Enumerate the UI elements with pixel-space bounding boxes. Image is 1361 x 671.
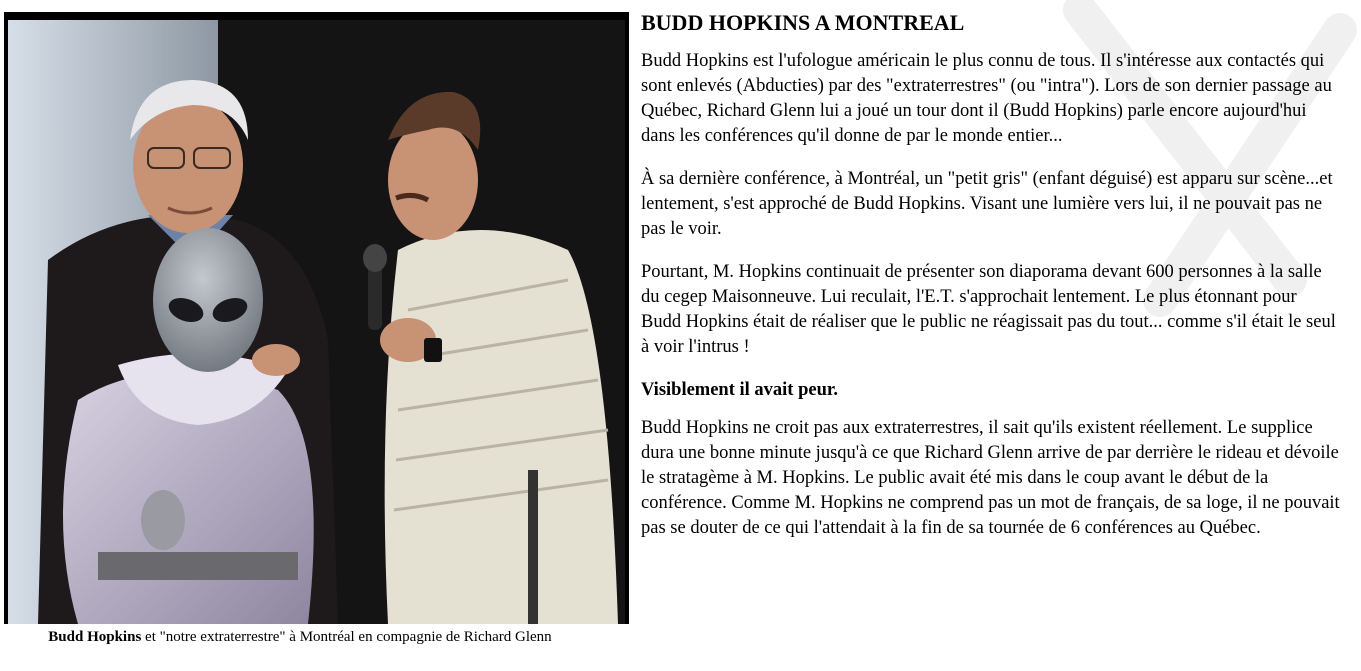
article	[641, 10, 1341, 559]
photo-frame	[4, 12, 629, 624]
caption-text: et "notre extraterrestre" à Montréal en compagnie de Richard Glenn	[141, 629, 552, 645]
photo-caption	[4, 628, 596, 647]
article-subheading: Visiblement il avait peur.	[641, 380, 838, 400]
article-title: BUDD HOPKINS A MONTREAL	[641, 10, 965, 35]
event-photo	[8, 20, 625, 624]
caption-name: Budd Hopkins	[48, 629, 142, 645]
article-paragraph-2: À sa dernière conférence, à Montréal, un "petit gris" (enfant déguisé) est apparu sur scène...et lentement, s'est approché de Budd Hopkins. Visant une lumière vers lui, il ne pouvait pas ne pas le voir.	[641, 169, 1333, 239]
article-closing-paragraph: Budd Hopkins ne croit pas aux extraterrestres, il sait qu'ils existent réellement. Le supplice dura une bonne minute jusqu'à ce que Richard Glenn arrive de par derrière le rideau et dévoile le stratagème à M. Hopkins. Le public avait été mis dans le coup avant le début de la conférence. Comme M. Hopkins ne comprend pas un mot de français, de sa loge, il ne pouvait pas se douter de ce qui l'attendait à la fin de sa tournée de 6 conférences au Québec.	[641, 418, 1340, 538]
article-paragraph-3: Pourtant, M. Hopkins continuait de présenter son diaporama devant 600 personnes à la salle du cegep Maisonneuve. Lui reculait, l'E.T. s'approchait lentement. Le plus étonnant pour Budd Hopkins était de réaliser que le public ne réagissait pas du tout... comme s'il était le seul à voir l'intrus !	[641, 262, 1336, 357]
article-paragraph-1: Budd Hopkins est l'ufologue américain le plus connu de tous. Il s'intéresse aux contactés qui sont enlevés (Abducties) par des "extraterrestres" (ou "intra"). Lors de son dernier passage au Québec, Richard Glenn lui a joué un tour dont il (Budd Hopkins) parle encore aujourd'hui dans les conférences qu'il donne de par le monde entier...	[641, 51, 1332, 146]
